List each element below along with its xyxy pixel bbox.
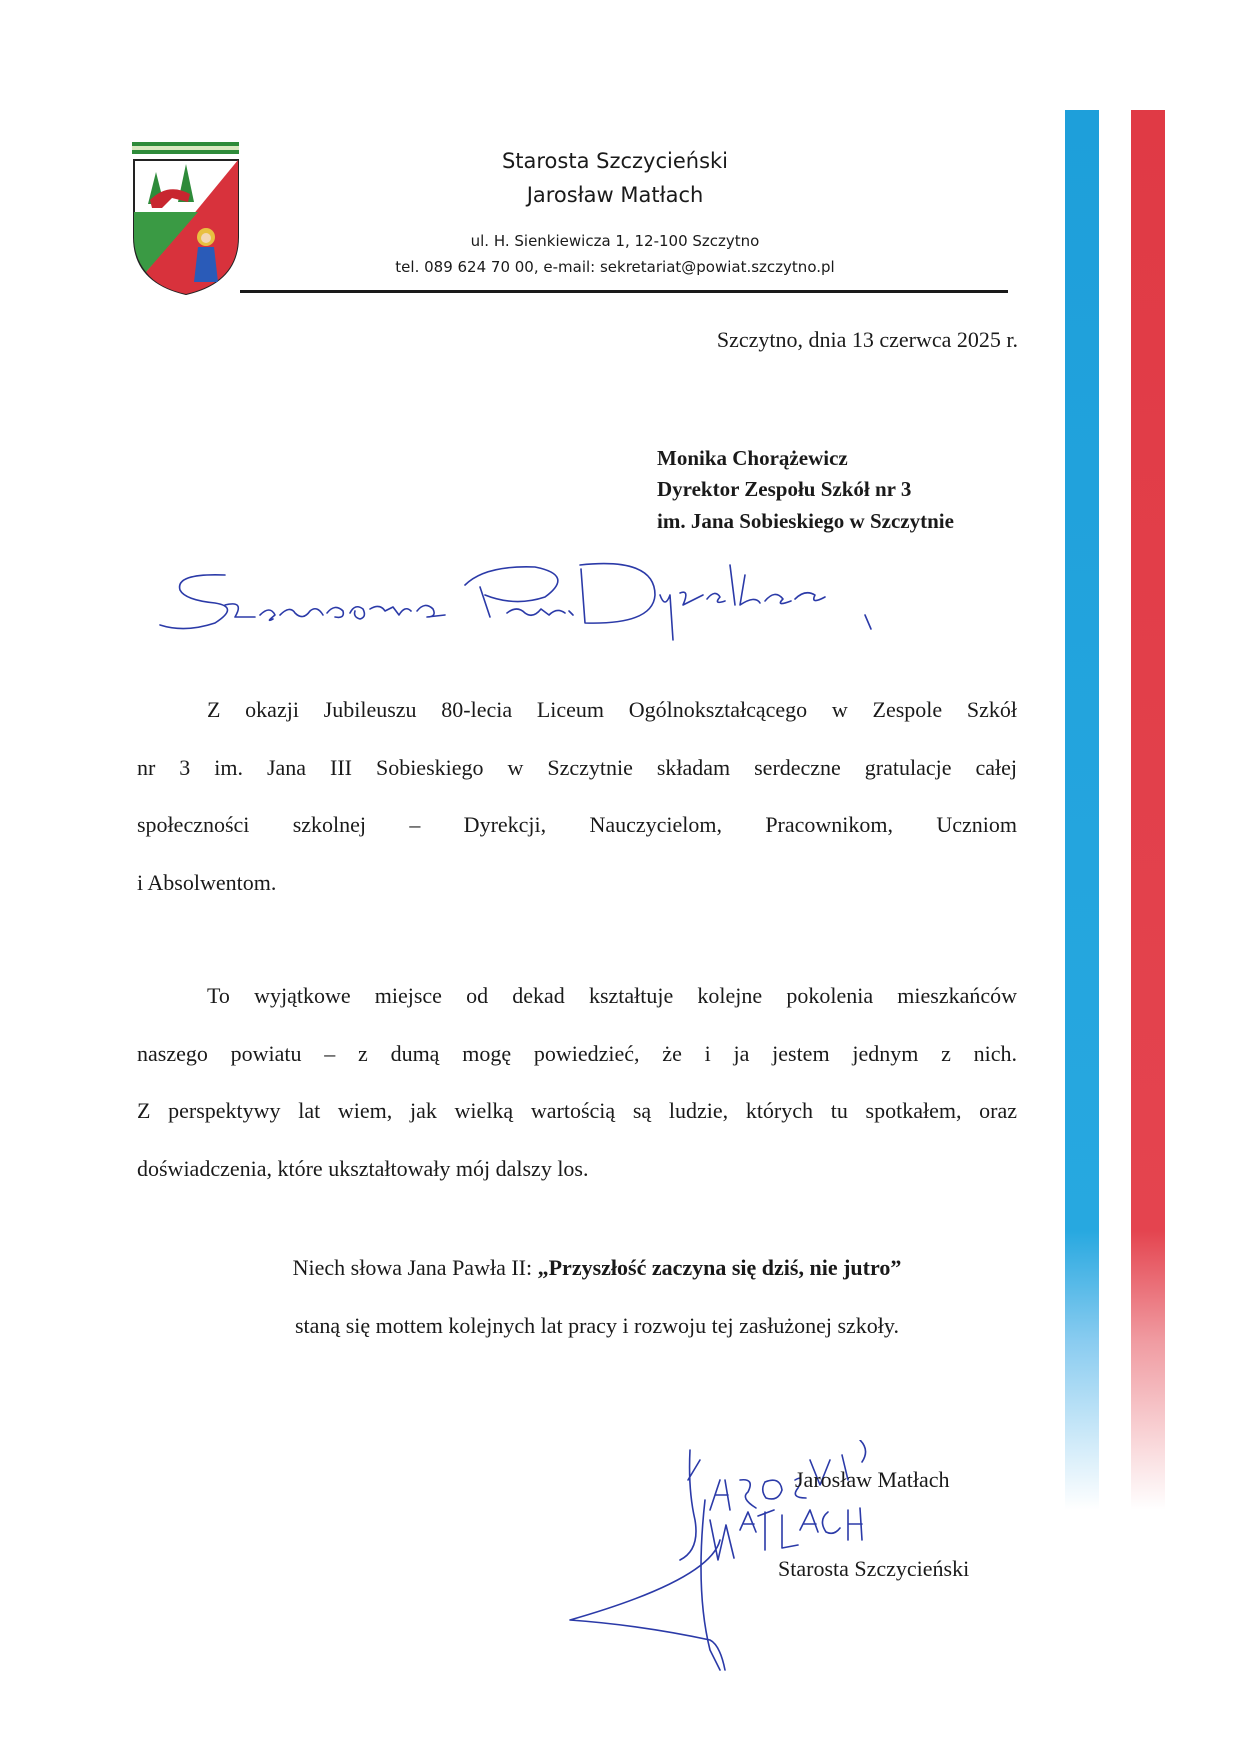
recipient-position: Dyrektor Zespołu Szkół nr 3 [657,477,912,501]
handwritten-salutation [155,545,875,655]
body-line: doświadczenia, które ukształtowały mój dalszy los. [137,1155,589,1181]
signatory-name: Jarosław Matłach [795,1467,950,1492]
body-paragraph-2 [137,967,1017,1197]
quote-closing: staną się mottem kolejnych lat pracy i rozwoju tej zasłużonej szkoły. [294,1313,899,1338]
body-line: Z perspektywy lat wiem, jak wielką wartością są ludzie, których tu spotkałem, oraz [137,1098,1017,1123]
body-paragraph-1 [137,681,1017,911]
letter-date: Szczytno, dnia 13 czerwca 2025 r. [716,327,1018,352]
letterhead-divider [240,290,1008,293]
signatory-title: Starosta Szczycieński [778,1556,970,1581]
letterhead-name: Jarosław Matłach [526,183,704,207]
letterhead-title: Starosta Szczycieński [501,149,729,173]
decorative-stripe-red [1131,110,1165,1510]
decorative-stripe-blue [1065,110,1099,1510]
letterhead-address: ul. H. Sienkiewicza 1, 12-100 Szczytno [470,232,760,250]
body-line: i Absolwentom. [137,869,277,895]
body-line: społeczności szkolnej – Dyrekcji, Nauczycielom, Pracownikom, Uczniom [137,812,1017,837]
recipient-school: im. Jana Sobieskiego w Szczytnie [657,509,954,533]
quote-intro: Niech słowa Jana Pawła II: [292,1255,538,1280]
body-line: To wyjątkowe miejsce od dekad kształtuje kolejne pokolenia mieszkańców [207,983,1017,1008]
body-line: nr 3 im. Jana III Sobieskiego w Szczytnie składam serdeczne gratulacje całej [137,754,1017,780]
quote-text: „Przyszłość zaczyna się dziś, nie jutro” [537,1255,902,1280]
body-line: naszego powiatu – z dumą mogę powiedzieć, że i ja jestem jednym z nich. [137,1040,1017,1066]
coat-of-arms-icon [128,142,243,297]
body-line: Z okazji Jubileuszu 80-lecia Liceum Ogólnokształcącego w Zespole Szkół [207,697,1017,722]
recipient-name: Monika Chorążewicz [657,446,848,470]
letterhead-contact: tel. 089 624 70 00, e-mail: sekretariat@powiat.szczytno.pl [395,258,835,276]
quote-paragraph [137,1255,1017,1281]
